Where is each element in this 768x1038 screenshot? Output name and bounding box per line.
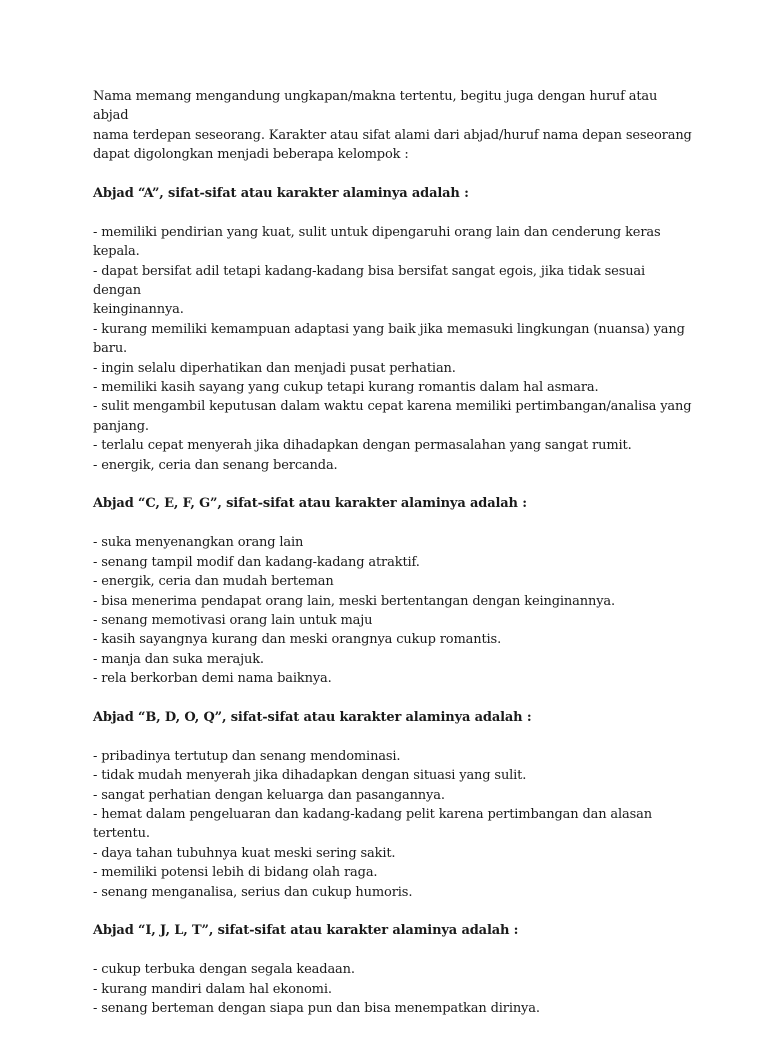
list-item: - kurang memiliki kemampuan adaptasi yang baik jika memasuki lingkungan (nuansa) yang xyxy=(93,321,685,337)
list-item: - terlalu cepat menyerah jika dihadapkan dengan permasalahan yang sangat rumit. xyxy=(93,438,632,454)
section-list-cefg xyxy=(93,533,693,688)
list-item: - bisa menerima pendapat orang lain, meski bertentangan dengan keinginannya. xyxy=(93,593,615,609)
list-item: - energik, ceria dan mudah berteman xyxy=(93,574,334,590)
list-item: - rela berkorban demi nama baiknya. xyxy=(93,671,332,687)
list-item: - senang tampil modif dan kadang-kadang atraktif. xyxy=(93,554,420,570)
list-item: - energik, ceria dan senang bercanda. xyxy=(93,457,338,473)
list-item: - kasih sayangnya kurang dan meski orangnya cukup romantis. xyxy=(93,632,502,648)
list-item: kepala. xyxy=(93,244,140,260)
list-item: - memiliki potensi lebih di bidang olah raga. xyxy=(93,865,378,881)
list-item: - sulit mengambil keputusan dalam waktu cepat karena memiliki pertimbangan/analisa yang xyxy=(93,399,692,415)
list-item: - senang memotivasi orang lain untuk maju xyxy=(93,612,373,628)
list-item: - cukup terbuka dengan segala keadaan. xyxy=(93,962,355,978)
section-heading-a: Abjad “A”, sifat-sifat atau karakter alaminya adalah : xyxy=(93,186,469,202)
list-item: panjang. xyxy=(93,418,149,434)
intro-line: nama terdepan seseorang. Karakter atau sifat alami dari abjad/huruf nama depan seseorang xyxy=(93,127,692,143)
list-item: baru. xyxy=(93,341,128,357)
list-item: - sangat perhatian dengan keluarga dan pasangannya. xyxy=(93,787,445,803)
list-item: - dapat bersifat adil tetapi kadang-kadang bisa bersifat sangat egois, jika tidak sesuai dengan xyxy=(93,263,646,299)
list-item: - hemat dalam pengeluaran dan kadang-kadang pelit karena pertimbangan dan alasan tertentu. xyxy=(93,806,652,842)
list-item: - senang berteman dengan siapa pun dan bisa menempatkan dirinya. xyxy=(93,1000,540,1016)
list-item: - suka menyenangkan orang lain xyxy=(93,535,304,551)
intro-line: Nama memang mengandung ungkapan/makna tertentu, begitu juga dengan huruf atau abjad xyxy=(93,89,658,124)
intro-line: dapat digolongkan menjadi beberapa kelompok : xyxy=(93,147,409,163)
section-heading-bdoq: Abjad “B, D, O, Q”, sifat-sifat atau karakter alaminya adalah : xyxy=(93,709,532,725)
intro-paragraph xyxy=(93,87,693,165)
document-page xyxy=(93,87,693,1038)
section-list-ijlt xyxy=(93,960,693,1018)
section-list-a xyxy=(93,223,693,475)
list-item: - memiliki pendirian yang kuat, sulit untuk dipengaruhi orang lain dan cenderung keras xyxy=(93,224,661,240)
section-heading-ijlt: Abjad “I, J, L, T”, sifat-sifat atau karakter alaminya adalah : xyxy=(93,923,519,939)
list-item: keinginannya. xyxy=(93,302,184,318)
list-item: - tidak mudah menyerah jika dihadapkan dengan situasi yang sulit. xyxy=(93,768,527,784)
section-heading-cefg: Abjad “C, E, F, G”, sifat-sifat atau karakter alaminya adalah : xyxy=(93,496,527,512)
list-item: - memiliki kasih sayang yang cukup tetapi kurang romantis dalam hal asmara. xyxy=(93,380,599,396)
list-item: - senang menganalisa, serius dan cukup humoris. xyxy=(93,884,413,900)
list-item: - manja dan suka merajuk. xyxy=(93,651,264,667)
list-item: - ingin selalu diperhatikan dan menjadi pusat perhatian. xyxy=(93,360,456,376)
section-list-bdoq xyxy=(93,747,693,902)
list-item: - pribadinya tertutup dan senang mendominasi. xyxy=(93,748,401,764)
list-item: - daya tahan tubuhnya kuat meski sering sakit. xyxy=(93,845,396,861)
list-item: - kurang mandiri dalam hal ekonomi. xyxy=(93,981,332,997)
